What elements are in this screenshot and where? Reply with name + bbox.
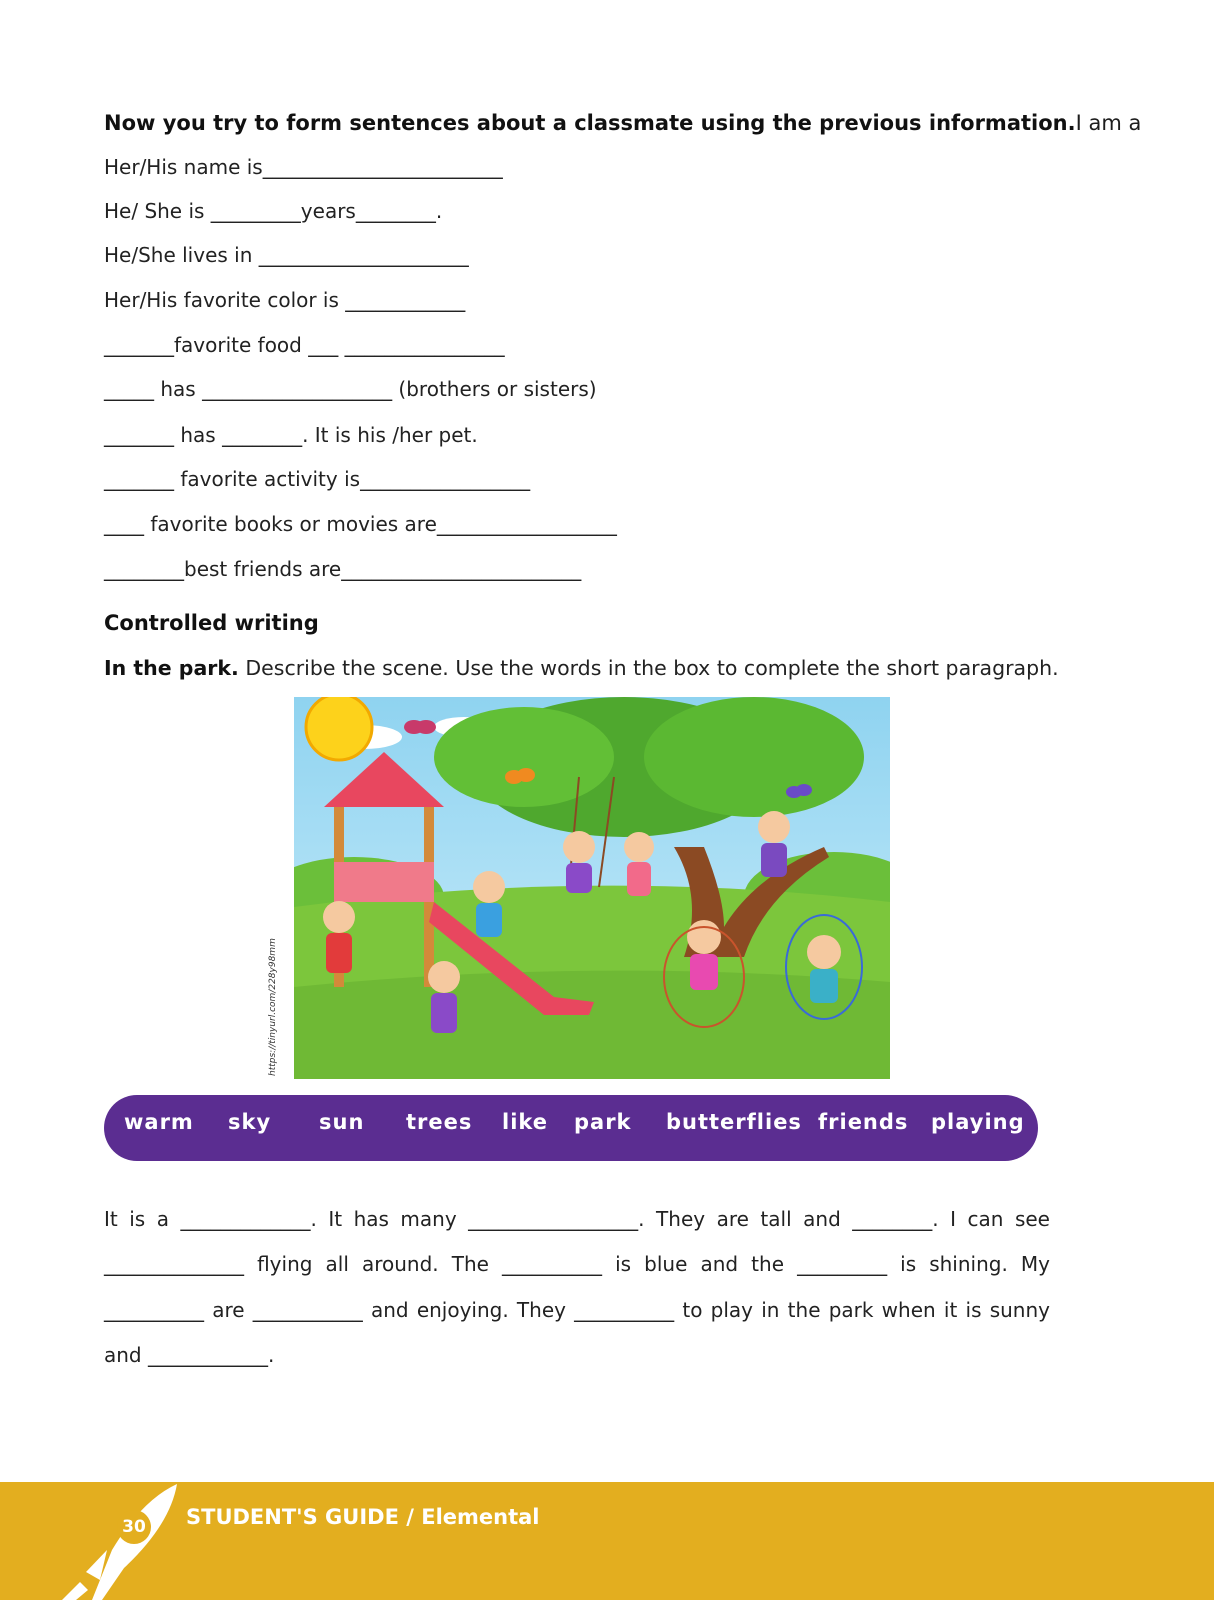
grass-front (294, 971, 890, 1079)
word-sun: sun (319, 1110, 365, 1134)
prompt-line-8: _______ favorite activity is_________________ (104, 467, 531, 491)
word-butterflies: butterflies (666, 1110, 802, 1134)
prompt-line-9: ____ favorite books or movies are__________________ (104, 512, 617, 536)
child-running (428, 961, 460, 1033)
intro-tail: I am a (1075, 111, 1142, 135)
instruction-bold: In the park. (104, 656, 239, 680)
tree-canopy (644, 697, 864, 817)
cloze-paragraph: It is a _____________. It has many _________________. They are tall and ________. I can see ______________ flying all around. The __________ is blue and the _________ is shining. My __________ are ___________ and enjoying. They __________ to play in the park when it is sunny and ____________. (104, 1207, 1050, 1367)
park-illustration (294, 697, 890, 1079)
section-heading: Controlled writing (104, 611, 319, 635)
word-warm: warm (124, 1110, 194, 1134)
intro-sentence (104, 110, 1142, 136)
prompt-line-5: _______favorite food ___ ________________ (104, 333, 505, 357)
word-playing: playing (931, 1110, 1025, 1134)
intro-bold: Now you try to form sentences about a classmate using the previous information. (104, 111, 1076, 135)
instruction (104, 656, 1059, 680)
word-sky: sky (228, 1110, 272, 1134)
prompt-line-4: Her/His favorite color is ____________ (104, 288, 466, 312)
prompt-line-10: ________best friends are________________________ (104, 557, 582, 581)
playhouse-wall (334, 862, 434, 902)
guide-level: / Elemental (398, 1505, 540, 1529)
word-friends: friends (818, 1110, 909, 1134)
butterfly-icon (404, 720, 436, 734)
prompt-line-6: _____ has ___________________ (brothers or sisters) (104, 377, 597, 401)
word-park: park (574, 1110, 632, 1134)
rocket-icon (52, 1480, 192, 1600)
prompt-line-2: He/ She is _________years________. (104, 199, 443, 223)
instruction-text: Describe the scene. Use the words in the box to complete the short paragraph. (238, 656, 1059, 680)
sun-icon (306, 697, 372, 760)
prompt-line-7: _______ has ________. It is his /her pet. (104, 423, 478, 447)
guide-title (186, 1505, 540, 1529)
page-number: 30 (117, 1510, 151, 1544)
image-credit: https://tinyurl.com/228y98mm (268, 938, 278, 1076)
word-like: like (502, 1110, 549, 1134)
prompt-line-3: He/She lives in _____________________ (104, 243, 469, 267)
prompt-line-1: Her/His name is________________________ (104, 155, 503, 179)
word-trees: trees (406, 1110, 473, 1134)
child-on-ladder (323, 901, 355, 973)
tree-canopy (434, 707, 614, 807)
guide-name: STUDENT'S GUIDE (186, 1505, 399, 1529)
